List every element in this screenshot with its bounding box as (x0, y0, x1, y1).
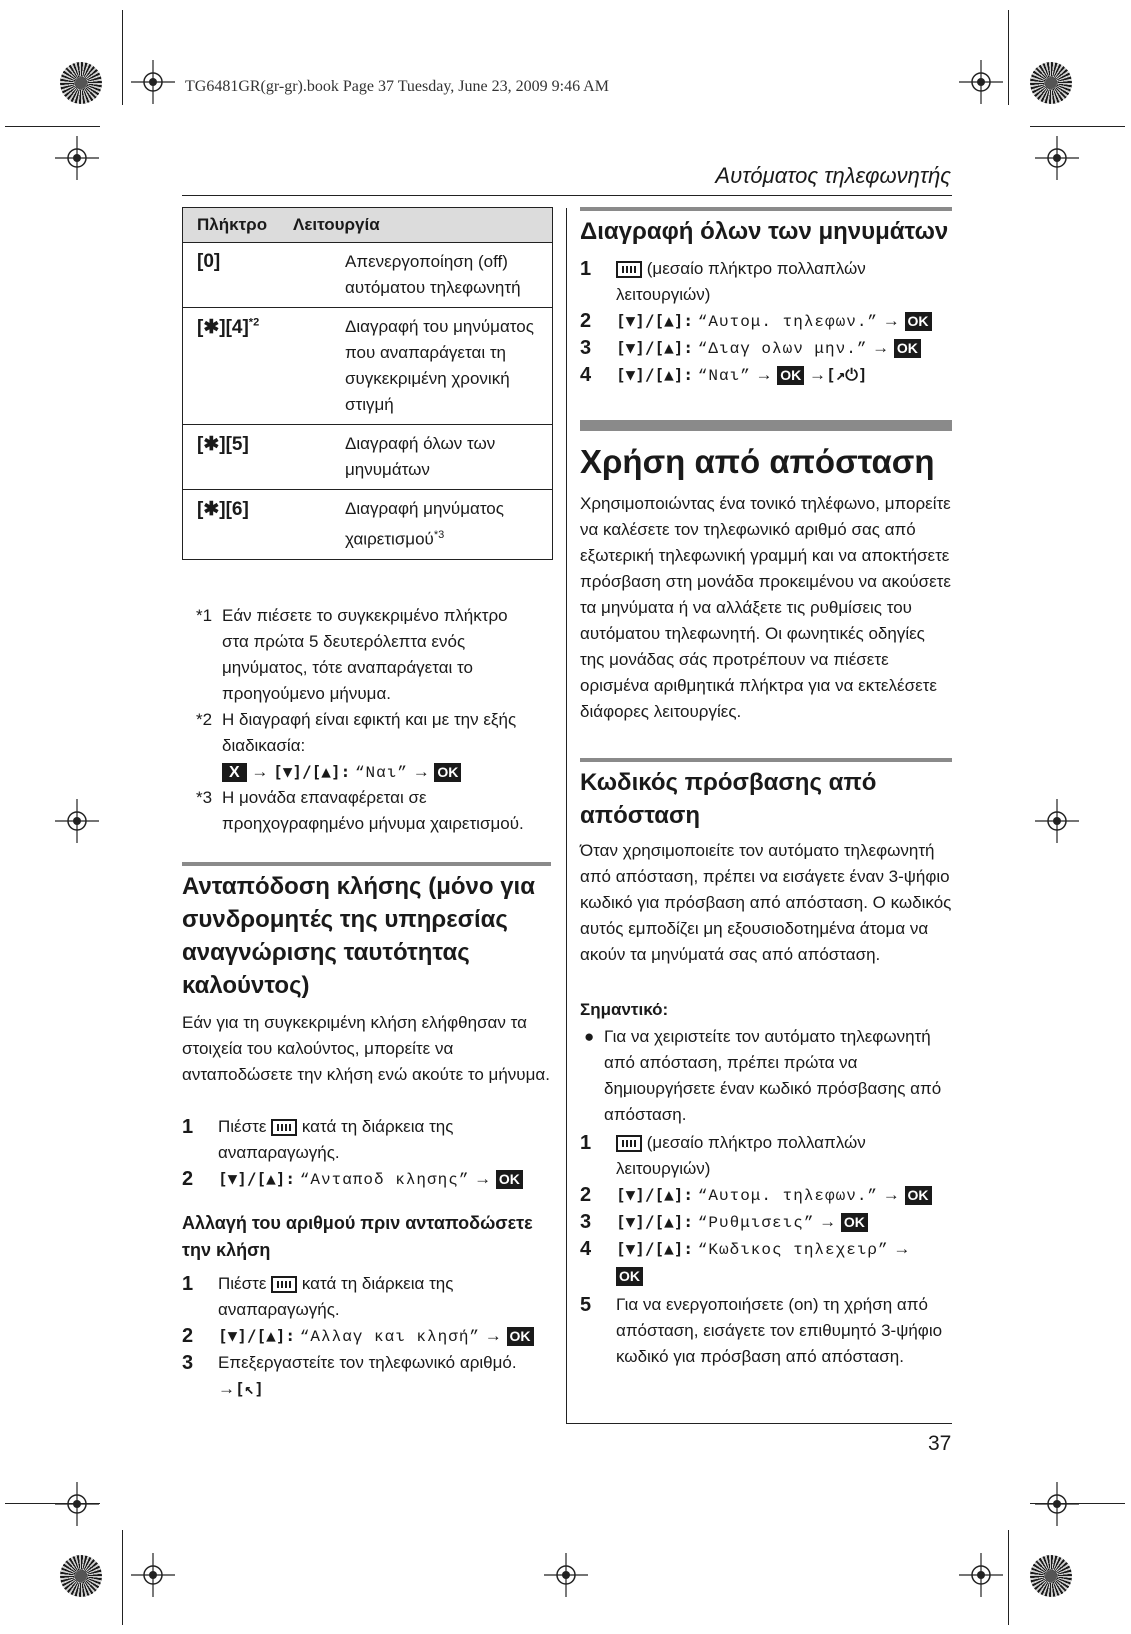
registration-mark-icon (959, 60, 1003, 104)
footnote-1: *1 Εάν πιέσετε το συγκεκριμένο πλήκτρο στα πρώτα 5 δευτερόλεπτα ενός μηνύματος, τότε αναπαράγεται το προηγούμενο μήνυμα. (196, 606, 508, 703)
ok-key-icon: OK (905, 312, 932, 331)
column-divider (566, 208, 567, 1423)
row-key-footnote: *2 (248, 316, 260, 329)
footnote-2: *2 Η διαγραφή είναι εφικτή και με την εξής διαδικασία: (196, 710, 517, 755)
arrow: → (412, 762, 430, 781)
header-rule (182, 195, 952, 196)
running-head: Αυτόματος τηλεφωνητής (715, 163, 951, 188)
header-key: Πλήκτρο (197, 215, 268, 234)
remote-intro: Χρησιμοποιώντας ένα τονικό τηλέφωνο, μπορείτε να καλέσετε τον τηλεφωνικό αριθμό σας από εξωτερική τηλεφωνική γραμμή και να αποκτήσετε πρόσβαση στη μονάδα προκειμένου να ακούσετε τα μηνύματα ή να αλλάξετε τις ρυθμίσεις του αυτόματου τηλεφωνητή. Οι φωνητικές οδηγίες της μονάδας σάς προτρέπουν να πιέσετε ορισμένα αριθμητικά πλήκτρα για να εκτελέσετε διάφορες λειτουργίες. (580, 494, 951, 721)
key-function-table (182, 207, 553, 560)
crop-mark (5, 126, 100, 127)
callback-step-2: 2 [▼]/[▲]: “Ανταποδ κλησης” → OK (182, 1166, 551, 1193)
registration-mark-icon (55, 136, 99, 180)
row-function-footnote: *3 (433, 529, 445, 541)
registration-mark-icon (959, 1553, 1003, 1597)
row-key: [✱][6] (197, 499, 249, 520)
callback-intro: Εάν για τη συγκεκριμένη κλήση ελήφθησαν τα στοιχεία του καλούντος, μπορείτε να ανταποδώσετε την κλήση ενώ ακούτε το μήνυμα. (182, 1013, 550, 1084)
table-row (183, 243, 552, 308)
delete-step-2: 2 [▼]/[▲]: “Αυτομ. τηλεφων.” → OK (580, 308, 952, 335)
print-slug: TG6481GR(gr-gr).book Page 37 Tuesday, June 23, 2009 9:46 AM (185, 78, 609, 95)
code-step-4: 4 [▼]/[▲]: “Κωδικος τηλεχειρ” → OK (580, 1238, 911, 1285)
important-bullet: ● Για να χειριστείτε τον αυτόματο τηλεφωνητή από απόσταση, πρέπει πρώτα να δημιουργήσετε έναν κωδικό πρόσβασης από απόσταση. (580, 1024, 952, 1128)
crop-mark (122, 10, 123, 105)
row-key: [0] (197, 251, 221, 272)
color-rosette-icon (60, 1555, 102, 1597)
footer-rule (566, 1423, 952, 1424)
section-rule (182, 862, 551, 866)
ok-key-icon: OK (434, 763, 461, 782)
row-key: [✱][4] (197, 317, 249, 338)
page-number: 37 (928, 1432, 952, 1455)
table-row (183, 490, 552, 559)
delete-key-icon: X (222, 763, 247, 782)
callback-step-1: 1 Πιέστε κατά τη διάρκεια της αναπαραγωγής. (182, 1116, 454, 1162)
row-key: [✱][5] (197, 434, 249, 455)
change-step-2: 2 [▼]/[▲]: “Αλλαγ και κλησή” → OK (182, 1323, 551, 1350)
ok-key-icon: OK (507, 1327, 534, 1346)
color-rosette-icon (1030, 62, 1072, 104)
color-rosette-icon (60, 62, 102, 104)
color-rosette-icon (1030, 1555, 1072, 1597)
important-label: Σημαντικό: (580, 1000, 669, 1019)
change-number-subtitle: Αλλαγή του αριθμού πριν ανταποδώσετε την κλήση (182, 1213, 533, 1260)
registration-mark-icon (1035, 1482, 1079, 1526)
off-key-icon: [↗⏻] (826, 365, 868, 384)
delete-step-3: 3 [▼]/[▲]: “Διαγ ολων μην.” → OK (580, 335, 952, 362)
row-function: Διαγραφή μηνύματος χαιρετισμού (345, 499, 504, 549)
crop-mark (1008, 10, 1009, 105)
menu-key-icon (616, 1135, 642, 1152)
section-rule (580, 207, 952, 211)
delete-all-title: Διαγραφή όλων των μηνυμάτων (580, 218, 949, 245)
registration-mark-icon (1035, 799, 1079, 843)
code-step-1: 1 (μεσαίο πλήκτρο πολλαπλών λειτουργιών) (580, 1132, 866, 1178)
row-function: Διαγραφή όλων των μηνυμάτων (345, 434, 496, 479)
row-function: Απενεργοποίηση (off) αυτόματου τηλεφωνητή (345, 252, 521, 297)
section-rule (580, 758, 952, 762)
code-title: Κωδικός πρόσβασης από απόσταση (580, 769, 877, 829)
arrow: → (251, 762, 269, 781)
menu-key-icon (616, 261, 642, 278)
delete-step-1: 1 (μεσαίο πλήκτρο πολλαπλών λειτουργιών) (580, 258, 866, 304)
registration-mark-icon (1035, 136, 1079, 180)
crop-mark (122, 1530, 123, 1625)
table-header (183, 208, 552, 243)
ok-key-icon: OK (905, 1186, 932, 1205)
code-step-3: 3 [▼]/[▲]: “Ρυθμισεις” → OK (580, 1209, 952, 1236)
registration-mark-icon (131, 1553, 175, 1597)
ok-key-icon: OK (841, 1213, 868, 1232)
ok-key-icon: OK (616, 1267, 643, 1286)
table-row (183, 308, 552, 425)
footnote-2-sequence (222, 759, 461, 786)
menu-key-icon (271, 1119, 297, 1136)
crop-mark (1030, 126, 1125, 127)
nav-keys: [▼]/[▲]: (273, 762, 351, 781)
callback-title: Ανταπόδοση κλήσης (μόνο για συνδρομητές της υπηρεσίας αναγνώρισης ταυτότητας καλούντος) (182, 873, 535, 999)
registration-mark-icon (544, 1553, 588, 1597)
ok-key-icon: OK (777, 366, 804, 385)
crop-mark (1008, 1530, 1009, 1625)
chapter-rule (580, 420, 952, 431)
ok-key-icon: OK (894, 339, 921, 358)
footnote-3: *3 Η μονάδα επαναφέρεται σε προηχογραφημένο μήνυμα χαιρετισμού. (196, 788, 524, 833)
registration-mark-icon (55, 799, 99, 843)
remote-title: Χρήση από απόσταση (580, 443, 935, 480)
bullet-icon: ● (584, 1027, 595, 1046)
change-step-1: 1 Πιέστε κατά τη διάρκεια της αναπαραγωγής. (182, 1273, 454, 1319)
registration-mark-icon (131, 60, 175, 104)
row-function: Διαγραφή του μηνύματος που αναπαράγεται τη συγκεκριμένη χρονική στιγμή (345, 317, 534, 414)
code-step-2: 2 [▼]/[▲]: “Αυτομ. τηλεφων.” → OK (580, 1182, 952, 1209)
menu-option: “Ναι” (354, 764, 408, 782)
registration-mark-icon (55, 1482, 99, 1526)
menu-key-icon (271, 1276, 297, 1293)
delete-step-4: 4 [▼]/[▲]: “Ναι” → OK →[↗⏻] (580, 364, 868, 386)
table-row (183, 425, 552, 490)
talk-key-icon: [↖] (235, 1379, 264, 1398)
code-intro: Όταν χρησιμοποιείτε τον αυτόματο τηλεφωνητή από απόσταση, πρέπει να εισάγετε έναν 3-ψήφιο κωδικό για πρόσβαση από απόσταση. Ο κωδικός αυτός εμποδίζει μη εξουσιοδοτημένα άτομα να ακούν τα μηνύματά σας από απόσταση. (580, 841, 952, 964)
ok-key-icon: OK (496, 1170, 523, 1189)
code-step-5: 5 Για να ενεργοποιήσετε (on) τη χρήση από απόσταση, εισάγετε τον επιθυμητό 3-ψήφιο κωδικό για πρόσβαση από απόσταση. (580, 1294, 943, 1366)
header-function: Λειτουργία (293, 215, 380, 234)
change-step-3: 3 Επεξεργαστείτε τον τηλεφωνικό αριθμό. →[↖] (182, 1352, 517, 1398)
